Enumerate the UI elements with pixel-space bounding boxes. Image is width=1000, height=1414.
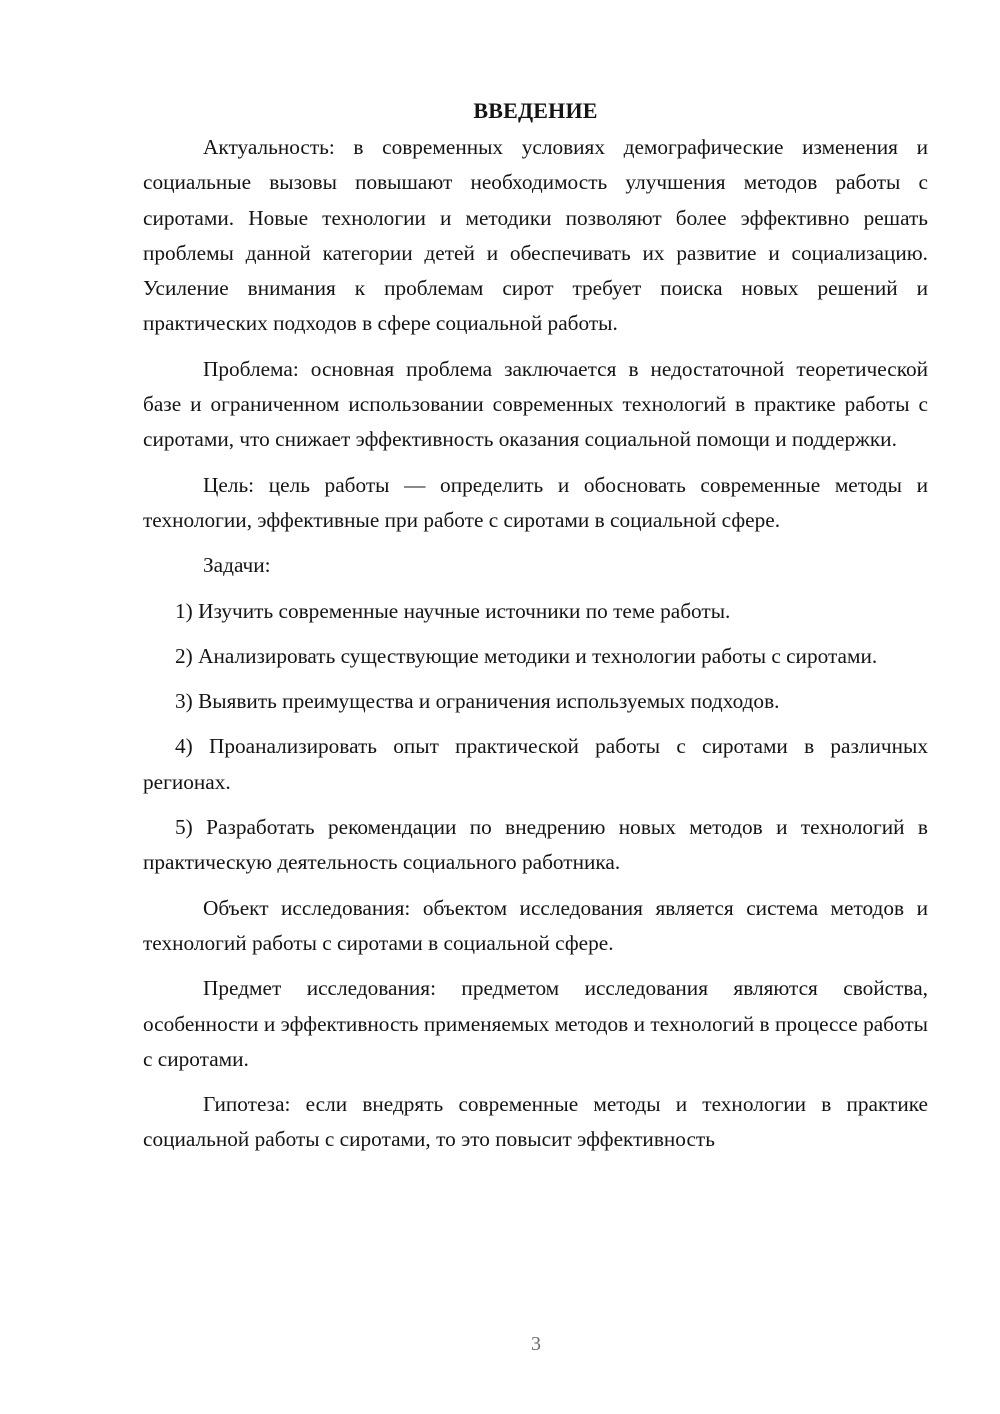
section-heading: ВВЕДЕНИЕ xyxy=(473,98,598,123)
task-item-1: 1) Изучить современные научные источники по теме работы. xyxy=(175,598,731,623)
document-page xyxy=(143,93,928,1168)
paragraph-relevance: Актуальность: в современных условиях демографические изменения и социальные вызовы повышают необходимость улучшения методов работы с сиротами. Новые технологии и методики позволяют более эффективно решать проблемы данной категории детей и обеспечивать их развитие и социализацию. Усиление внимания к проблемам сирот требует поиска новых решений и практических подходов в сфере социальной работы. xyxy=(143,135,928,336)
task-item-5: 5) Разработать рекомендации по внедрению новых методов и технологий в практическую деятельность социального работника. xyxy=(143,815,928,875)
task-item-3: 3) Выявить преимущества и ограничения используемых подходов. xyxy=(175,689,780,714)
paragraph-hypothesis: Гипотеза: если внедрять современные методы и технологии в практике социальной работы с сиротами, то это повысит эффективность xyxy=(143,1092,928,1152)
task-item-2: 2) Анализировать существующие методики и технологии работы с сиротами. xyxy=(175,643,878,668)
paragraph-problem: Проблема: основная проблема заключается в недостаточной теоретической базе и ограниченном использовании современных технологий в практике работы с сиротами, что снижает эффективность оказания социальной помощи и поддержки. xyxy=(143,356,928,452)
paragraph-object: Объект исследования: объектом исследования является система методов и технологий работы с сиротами в социальной сфере. xyxy=(143,895,928,955)
tasks-title: Задачи: xyxy=(203,553,271,578)
page-number: 3 xyxy=(531,1333,541,1355)
task-item-4: 4) Проанализировать опыт практической работы с сиротами в различных регионах. xyxy=(143,734,928,794)
paragraph-subject: Предмет исследования: предметом исследования являются свойства, особенности и эффективность применяемых методов и технологий в процессе работы с сиротами. xyxy=(143,976,928,1071)
paragraph-goal: Цель: цель работы — определить и обосновать современные методы и технологии, эффективные при работе с сиротами в социальной сфере. xyxy=(143,472,928,532)
